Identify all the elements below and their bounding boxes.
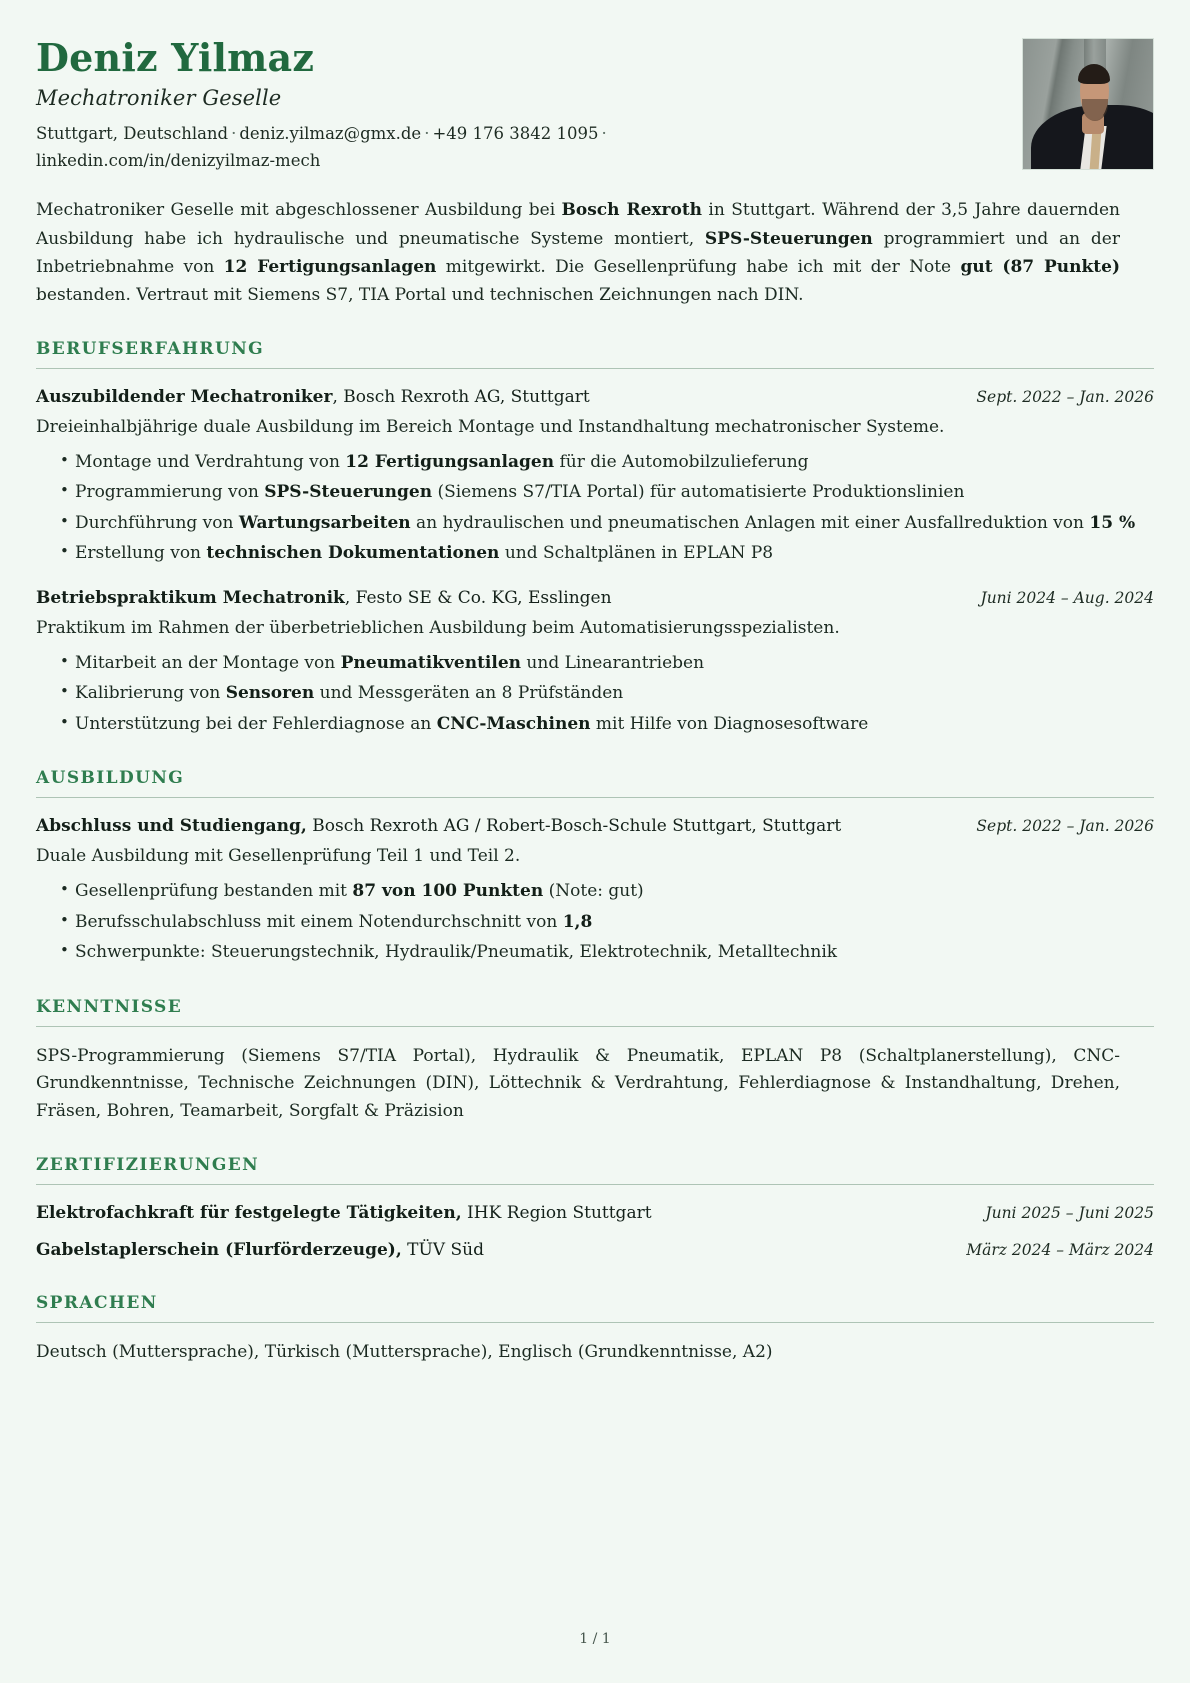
experience-entry-header bbox=[36, 586, 1154, 612]
section-divider-experience bbox=[36, 368, 1154, 369]
experience-company: , Festo SE & Co. KG, Esslingen bbox=[344, 588, 612, 609]
certification-date: Juni 2025 – Juni 2025 bbox=[985, 1204, 1154, 1223]
list-item bbox=[60, 711, 1154, 739]
experience-role: Betriebspraktikum Mechatronik bbox=[36, 588, 345, 609]
job-title: Mechatroniker Geselle bbox=[36, 85, 282, 110]
education-degree: Abschluss und Studiengang, bbox=[36, 816, 307, 837]
section-languages bbox=[36, 1293, 1154, 1367]
summary-paragraph bbox=[36, 196, 1120, 309]
experience-entry-header bbox=[36, 385, 1154, 411]
summary-bold-4: gut (87 Punkte) bbox=[960, 256, 1120, 277]
contact-location: Stuttgart, Deutschland bbox=[36, 123, 229, 143]
skills-text: SPS-Programmierung (Siemens S7/TIA Portal), Hydraulik & Pneumatik, EPLAN P8 (Schaltplanerstellung), CNC-Grundkenntnisse, Technische Zeichnungen (DIN), Löttechnik & Verdrahtung, Fehlerdiagnose & Instandhaltung, Drehen, Fräsen, Bohren, Teamarbeit, Sorgfalt & Präzision bbox=[36, 1045, 1120, 1121]
bullet-text-b: Pneumatikventilen bbox=[340, 652, 522, 673]
bullet-text-b: Sensoren bbox=[225, 683, 315, 704]
page-footer: 1 / 1 bbox=[579, 1631, 611, 1647]
list-item bbox=[60, 479, 1154, 507]
experience-heading bbox=[36, 586, 962, 612]
experience-date: Juni 2024 – Aug. 2024 bbox=[980, 589, 1154, 608]
section-divider-skills bbox=[36, 1026, 1154, 1027]
summary-text-1: Mechatroniker Geselle mit abgeschlossener Ausbildung bei bbox=[36, 200, 562, 221]
summary-text-3: programmiert und an der Inbetriebnahme von bbox=[36, 228, 1120, 277]
bullet-text-b: SPS-Steuerungen bbox=[264, 482, 433, 503]
bullet-text-c: und Messgeräten an 8 Prüfständen bbox=[314, 683, 624, 704]
certification-issuer: IHK Region Stuttgart bbox=[461, 1203, 652, 1224]
section-heading-experience: BERUFSERFAHRUNG bbox=[36, 339, 265, 360]
bullet-text-b: CNC-Maschinen bbox=[436, 713, 591, 734]
bullet-text-d: 15 % bbox=[1089, 512, 1136, 533]
experience-entry bbox=[36, 385, 1154, 568]
certification-heading bbox=[36, 1238, 948, 1264]
bullet-text-b: 12 Fertigungsanlagen bbox=[345, 451, 555, 472]
experience-description: Dreieinhalbjährige duale Ausbildung im Bereich Montage und Instandhaltung mechatronischer Systeme. bbox=[36, 416, 945, 437]
contact-info bbox=[36, 121, 736, 174]
contact-linkedin[interactable]: linkedin.com/in/denizyilmaz-mech bbox=[36, 150, 321, 170]
page-title: Deniz Yilmaz bbox=[36, 35, 315, 80]
bullet-text-c: an hydraulischen und pneumatischen Anlagen mit einer Ausfallreduktion von bbox=[410, 512, 1090, 533]
experience-company: , Bosch Rexroth AG, Stuttgart bbox=[332, 387, 590, 408]
avatar bbox=[1022, 38, 1154, 170]
summary-bold-2: SPS-Steuerungen bbox=[704, 228, 873, 249]
bullet-text-a: Gesellenprüfung bestanden mit bbox=[75, 880, 353, 901]
bullet-text-a: Durchführung von bbox=[75, 512, 239, 533]
certification-name: Gabelstaplerschein (Flurförderzeuge), bbox=[36, 1239, 402, 1260]
experience-bullet-list bbox=[36, 650, 1154, 739]
section-education bbox=[36, 768, 1154, 966]
summary-text-4: mitgewirkt. Die Gesellenprüfung habe ich mit der Note bbox=[436, 256, 961, 277]
section-heading-certifications: ZERTIFIZIERUNGEN bbox=[36, 1155, 260, 1176]
certification-issuer: TÜV Süd bbox=[401, 1239, 484, 1260]
education-entry-header bbox=[36, 814, 1154, 840]
section-divider-certifications bbox=[36, 1184, 1154, 1185]
list-item bbox=[60, 909, 1154, 937]
section-certifications bbox=[36, 1155, 1154, 1263]
bullet-text-c: mit Hilfe von Diagnosesoftware bbox=[590, 713, 869, 734]
experience-role: Auszubildender Mechatroniker bbox=[36, 387, 333, 408]
section-divider-education bbox=[36, 797, 1154, 798]
bullet-text-c: und Schaltplänen in EPLAN P8 bbox=[499, 543, 774, 564]
section-experience bbox=[36, 339, 1154, 738]
list-item bbox=[60, 650, 1154, 678]
list-item bbox=[60, 939, 1154, 967]
bullet-text-a: Unterstützung bei der Fehlerdiagnose an bbox=[75, 713, 437, 734]
list-item bbox=[60, 510, 1154, 538]
section-heading-education: AUSBILDUNG bbox=[36, 768, 185, 789]
education-entry bbox=[36, 814, 1154, 966]
section-heading-skills: KENNTNISSE bbox=[36, 996, 183, 1017]
summary-text-2: in Stuttgart. Während der 3,5 Jahre dauernden Ausbildung habe ich hydraulische und pneumatische Systeme montiert, bbox=[36, 200, 1120, 249]
bullet-text-a: Montage und Verdrahtung von bbox=[75, 451, 346, 472]
bullet-text-a: Programmierung von bbox=[75, 482, 265, 503]
certification-row bbox=[36, 1238, 1154, 1264]
header-text-block bbox=[36, 34, 1022, 174]
contact-separator-3: · bbox=[601, 123, 607, 143]
certification-heading bbox=[36, 1201, 967, 1227]
certification-name: Elektrofachkraft für festgelegte Tätigkeiten, bbox=[36, 1203, 462, 1224]
bullet-text-b: 87 von 100 Punkten bbox=[352, 880, 544, 901]
experience-bullet-list bbox=[36, 449, 1154, 568]
section-heading-languages: SPRACHEN bbox=[36, 1293, 158, 1314]
experience-date: Sept. 2022 – Jan. 2026 bbox=[976, 388, 1154, 407]
languages-text: Deutsch (Muttersprache), Türkisch (Muttersprache), Englisch (Grundkenntnisse, A2) bbox=[36, 1342, 773, 1363]
summary-bold-1: Bosch Rexroth bbox=[561, 200, 703, 221]
bullet-text-a: Kalibrierung von bbox=[75, 683, 226, 704]
bullet-text-c: (Siemens S7/TIA Portal) für automatisierte Produktionslinien bbox=[432, 482, 965, 503]
contact-phone[interactable]: +49 176 3842 1095 bbox=[432, 123, 599, 143]
bullet-text-b: technischen Dokumentationen bbox=[206, 543, 500, 564]
bullet-text-b: 1,8 bbox=[562, 911, 593, 932]
education-date: Sept. 2022 – Jan. 2026 bbox=[976, 817, 1154, 836]
education-institution: Bosch Rexroth AG / Robert-Bosch-Schule Stuttgart, Stuttgart bbox=[306, 816, 842, 837]
list-item bbox=[60, 540, 1154, 568]
education-bullet-list bbox=[36, 878, 1154, 967]
certification-date: März 2024 – März 2024 bbox=[966, 1240, 1154, 1259]
education-description: Duale Ausbildung mit Gesellenprüfung Teil 1 und Teil 2. bbox=[36, 845, 521, 866]
list-item bbox=[60, 680, 1154, 708]
summary-bold-3: 12 Fertigungsanlagen bbox=[223, 256, 437, 277]
experience-description: Praktikum im Rahmen der überbetrieblichen Ausbildung beim Automatisierungsspezialisten. bbox=[36, 617, 840, 638]
contact-email[interactable]: deniz.yilmaz@gmx.de bbox=[239, 123, 422, 143]
bullet-text-b: Wartungsarbeiten bbox=[238, 512, 411, 533]
bullet-text-a: Berufsschulabschluss mit einem Notendurchschnitt von bbox=[75, 911, 563, 932]
list-item bbox=[60, 449, 1154, 477]
section-divider-languages bbox=[36, 1322, 1154, 1323]
certification-row bbox=[36, 1201, 1154, 1227]
bullet-text-c: (Note: gut) bbox=[543, 880, 644, 901]
bullet-text-c: und Linearantrieben bbox=[521, 652, 705, 673]
experience-entry bbox=[36, 586, 1154, 738]
resume-header bbox=[36, 34, 1154, 174]
section-skills bbox=[36, 997, 1154, 1126]
summary-text-5: bestanden. Vertraut mit Siemens S7, TIA Portal und technischen Zeichnungen nach DIN. bbox=[36, 284, 804, 305]
bullet-text-a: Mitarbeit an der Montage von bbox=[75, 652, 341, 673]
bullet-text-a: Schwerpunkte: Steuerungstechnik, Hydraulik/Pneumatik, Elektrotechnik, Metalltechnik bbox=[75, 942, 838, 963]
list-item bbox=[60, 878, 1154, 906]
education-heading bbox=[36, 814, 958, 840]
bullet-text-c: für die Automobilzulieferung bbox=[554, 451, 809, 472]
contact-separator-1: · bbox=[231, 123, 237, 143]
contact-separator-2: · bbox=[424, 123, 430, 143]
bullet-text-a: Erstellung von bbox=[75, 543, 207, 564]
experience-heading bbox=[36, 385, 958, 411]
